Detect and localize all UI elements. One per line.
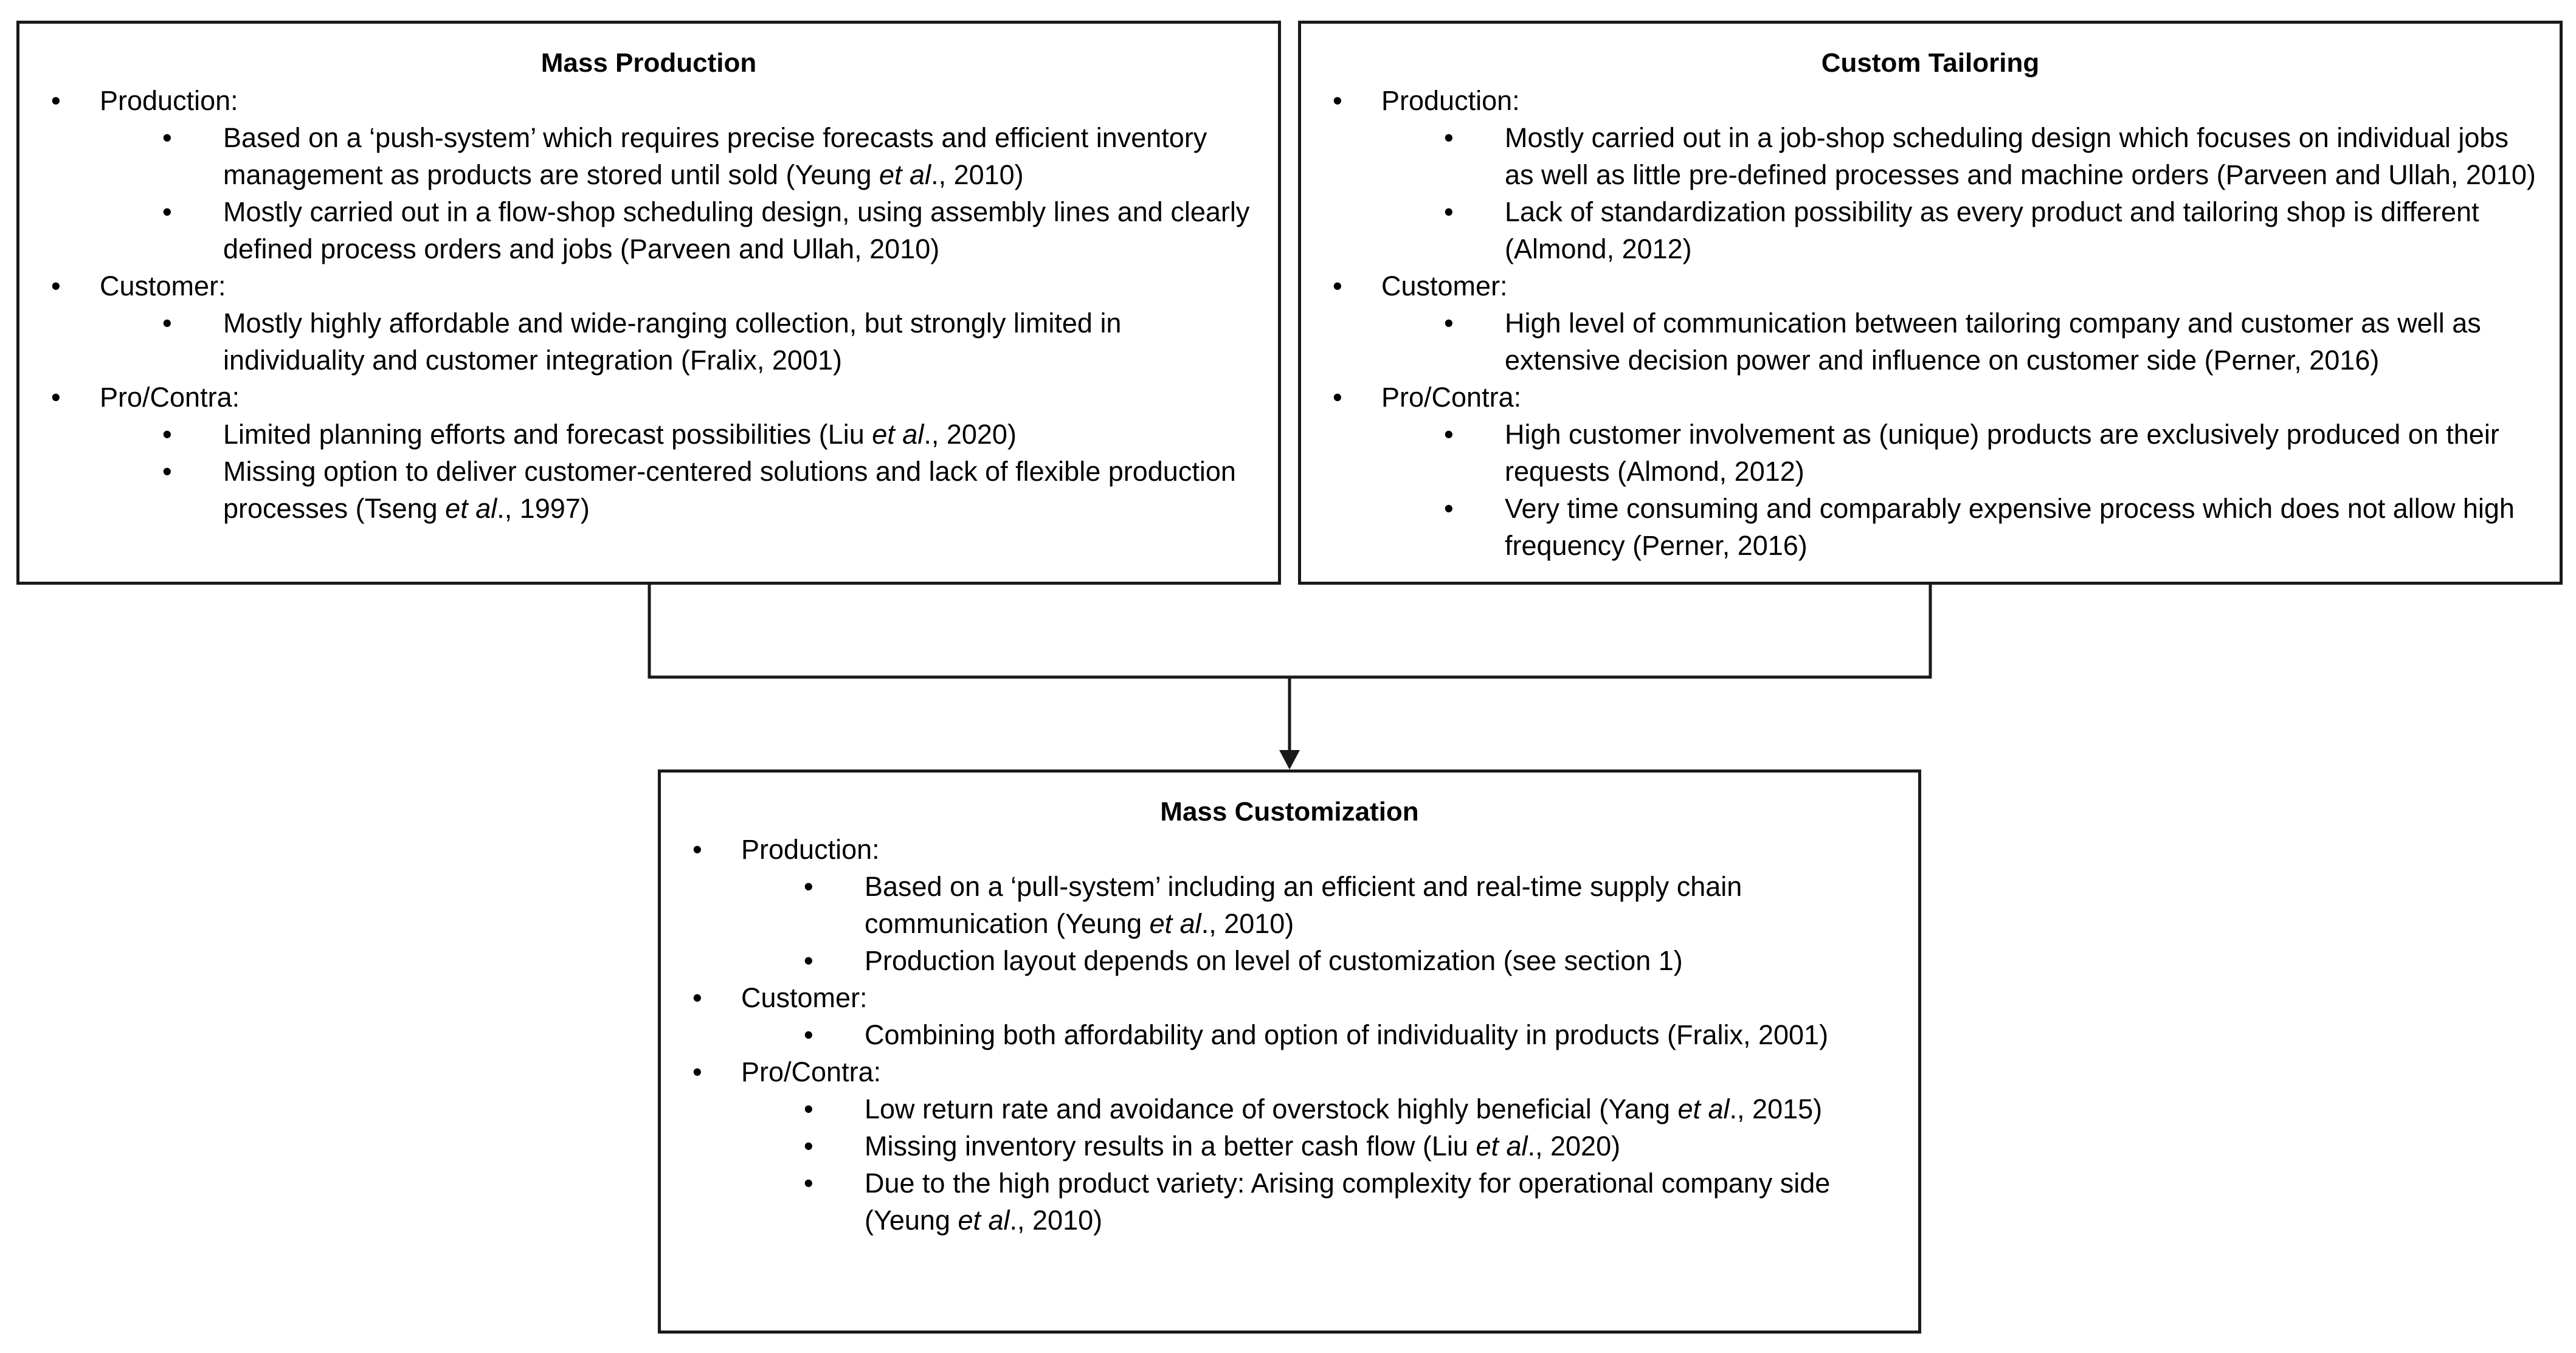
custom-tailoring-title: Custom Tailoring [1821, 48, 2040, 78]
item-text-part: ., 2010) [931, 159, 1024, 190]
item-text-part: ., 1997) [497, 493, 590, 524]
item-text-part: High customer involvement as (unique) products are exclusively produced on their requests (Almond, 2012) [1505, 419, 2499, 487]
item-text-part: Production layout depends on level of customization (see section 1) [865, 945, 1683, 976]
mass-production-box [16, 21, 1281, 585]
bullet-icon: • [1333, 270, 1342, 301]
list-item-text [1505, 196, 2479, 264]
bullet-icon: • [51, 382, 61, 413]
mass-customization-box [658, 769, 1921, 1334]
citation-italic: et al [872, 419, 924, 450]
list-item-text [1505, 419, 2499, 487]
bullet-icon: • [1333, 85, 1342, 116]
citation-italic: et al [1677, 1093, 1730, 1124]
bullet-icon: • [804, 1131, 813, 1162]
section-label: Customer: [100, 270, 226, 301]
item-text-part: Very time consuming and comparably expensive process which does not allow high frequency (Perner, 2016) [1505, 493, 2515, 561]
mass-production-content [38, 82, 1260, 527]
list-item [1319, 490, 2541, 564]
bullet-icon: • [1444, 308, 1454, 339]
bullet-icon: • [692, 982, 702, 1013]
list-item [38, 453, 1260, 527]
section-heading [679, 1053, 1900, 1090]
bullet-icon: • [692, 834, 702, 865]
list-item-text [1505, 308, 2481, 376]
section-heading [38, 267, 1260, 305]
bullet-icon: • [1444, 493, 1454, 524]
citation-italic: et al [1476, 1131, 1528, 1162]
bullet-icon: • [1333, 382, 1342, 413]
section-label: Production: [741, 834, 880, 865]
bullet-icon: • [162, 122, 172, 153]
item-text-part: Mostly highly affordable and wide-ranging collection, but strongly limited in individuality and customer integration (Fralix, 2001) [223, 308, 1122, 376]
item-text-part: ., 2010) [1201, 908, 1294, 939]
list-item-text [865, 1131, 1620, 1162]
list-item-text [223, 122, 1207, 190]
list-item [679, 1090, 1900, 1128]
section-heading [679, 979, 1900, 1016]
bullet-icon: • [162, 419, 172, 450]
item-text-part: Missing option to deliver customer-centered solutions and lack of flexible production processes (Tseng [223, 456, 1236, 524]
citation-italic: et al [958, 1205, 1010, 1236]
item-text-part: Based on a ‘push-system’ which requires precise forecasts and efficient inventory management as products are stored until sold (Yeung [223, 122, 1207, 190]
item-text-part: Lack of standardization possibility as every product and tailoring shop is different (Almond, 2012) [1505, 196, 2479, 264]
bullet-icon: • [51, 270, 61, 301]
item-text-part: Limited planning efforts and forecast possibilities (Liu [223, 419, 872, 450]
list-item [679, 868, 1900, 942]
list-item [38, 193, 1260, 267]
citation-italic: et al [879, 159, 931, 190]
section-label: Production: [1381, 85, 1520, 116]
bullet-icon: • [692, 1056, 702, 1087]
bullet-icon: • [804, 871, 813, 902]
list-item [679, 1016, 1900, 1053]
item-text-part: High level of communication between tailoring company and customer as well as extensive decision power and influence on customer side (Perner, 2016) [1505, 308, 2481, 376]
list-item-text [865, 1019, 1828, 1050]
item-text-part: Mostly carried out in a flow-shop scheduling design, using assembly lines and clearly defined process orders and jobs (Parveen and Ullah, 2010) [223, 196, 1250, 264]
list-item-text [865, 1168, 1830, 1236]
list-item-text [1505, 493, 2515, 561]
section-label: Customer: [1381, 270, 1508, 301]
section-label: Pro/Contra: [100, 382, 240, 413]
list-item [38, 119, 1260, 193]
section-label: Pro/Contra: [1381, 382, 1522, 413]
bullet-icon: • [162, 456, 172, 487]
bullet-icon: • [1444, 419, 1454, 450]
list-item [1319, 193, 2541, 267]
item-text-part: ., 2015) [1729, 1093, 1823, 1124]
item-text-part: Based on a ‘pull-system’ including an efficient and real-time supply chain communication (Yeung [865, 871, 1742, 939]
bullet-icon: • [1444, 196, 1454, 227]
item-text-part: ., 2020) [924, 419, 1017, 450]
mass-customization-content [679, 831, 1900, 1239]
list-item [679, 1128, 1900, 1165]
section-label: Customer: [741, 982, 868, 1013]
bullet-icon: • [162, 196, 172, 227]
list-item [1319, 119, 2541, 193]
list-item-text [223, 419, 1017, 450]
list-item [679, 942, 1900, 979]
item-text-part: Combining both affordability and option of individuality in products (Fralix, 2001) [865, 1019, 1829, 1050]
citation-italic: et al [1149, 908, 1201, 939]
down-arrow-head [1279, 750, 1300, 769]
list-item [1319, 416, 2541, 490]
list-item-text [223, 308, 1121, 376]
item-text-part: Mostly carried out in a job-shop scheduling design which focuses on individual jobs as well as little pre-defined processes and machine orders (Parveen and Ullah, 2010) [1505, 122, 2536, 190]
item-text-part: Low return rate and avoidance of overstock highly beneficial (Yang [865, 1093, 1678, 1124]
section-heading [1319, 379, 2541, 416]
custom-tailoring-box [1298, 21, 2563, 585]
bullet-icon: • [804, 945, 813, 976]
list-item-text [223, 196, 1249, 264]
section-label: Production: [100, 85, 238, 116]
list-item [1319, 305, 2541, 379]
mass-production-title: Mass Production [540, 48, 757, 78]
bullet-icon: • [162, 308, 172, 339]
section-heading [1319, 267, 2541, 305]
section-heading [1319, 82, 2541, 119]
list-item-text [865, 945, 1683, 976]
list-item-text [223, 456, 1236, 524]
bullet-icon: • [804, 1168, 813, 1199]
bullet-icon: • [804, 1019, 813, 1050]
item-text-part: Missing inventory results in a better cash flow (Liu [865, 1131, 1476, 1162]
list-item-text [865, 871, 1742, 939]
section-heading [38, 82, 1260, 119]
section-heading [679, 831, 1900, 868]
section-label: Pro/Contra: [741, 1056, 882, 1087]
list-item-text [865, 1093, 1822, 1124]
list-item [679, 1165, 1900, 1239]
mass-customization-title: Mass Customization [1160, 797, 1419, 827]
custom-tailoring-content [1319, 82, 2541, 564]
list-item [38, 416, 1260, 453]
section-heading [38, 379, 1260, 416]
merge-connector [649, 585, 1930, 677]
item-text-part: Due to the high product variety: Arising complexity for operational company side (Yeung [865, 1168, 1831, 1236]
bullet-icon: • [51, 85, 61, 116]
list-item-text [1505, 122, 2536, 190]
bullet-icon: • [804, 1093, 813, 1124]
list-item [38, 305, 1260, 379]
item-text-part: ., 2010) [1009, 1205, 1103, 1236]
bullet-icon: • [1444, 122, 1454, 153]
citation-italic: et al [445, 493, 497, 524]
item-text-part: ., 2020) [1527, 1131, 1621, 1162]
